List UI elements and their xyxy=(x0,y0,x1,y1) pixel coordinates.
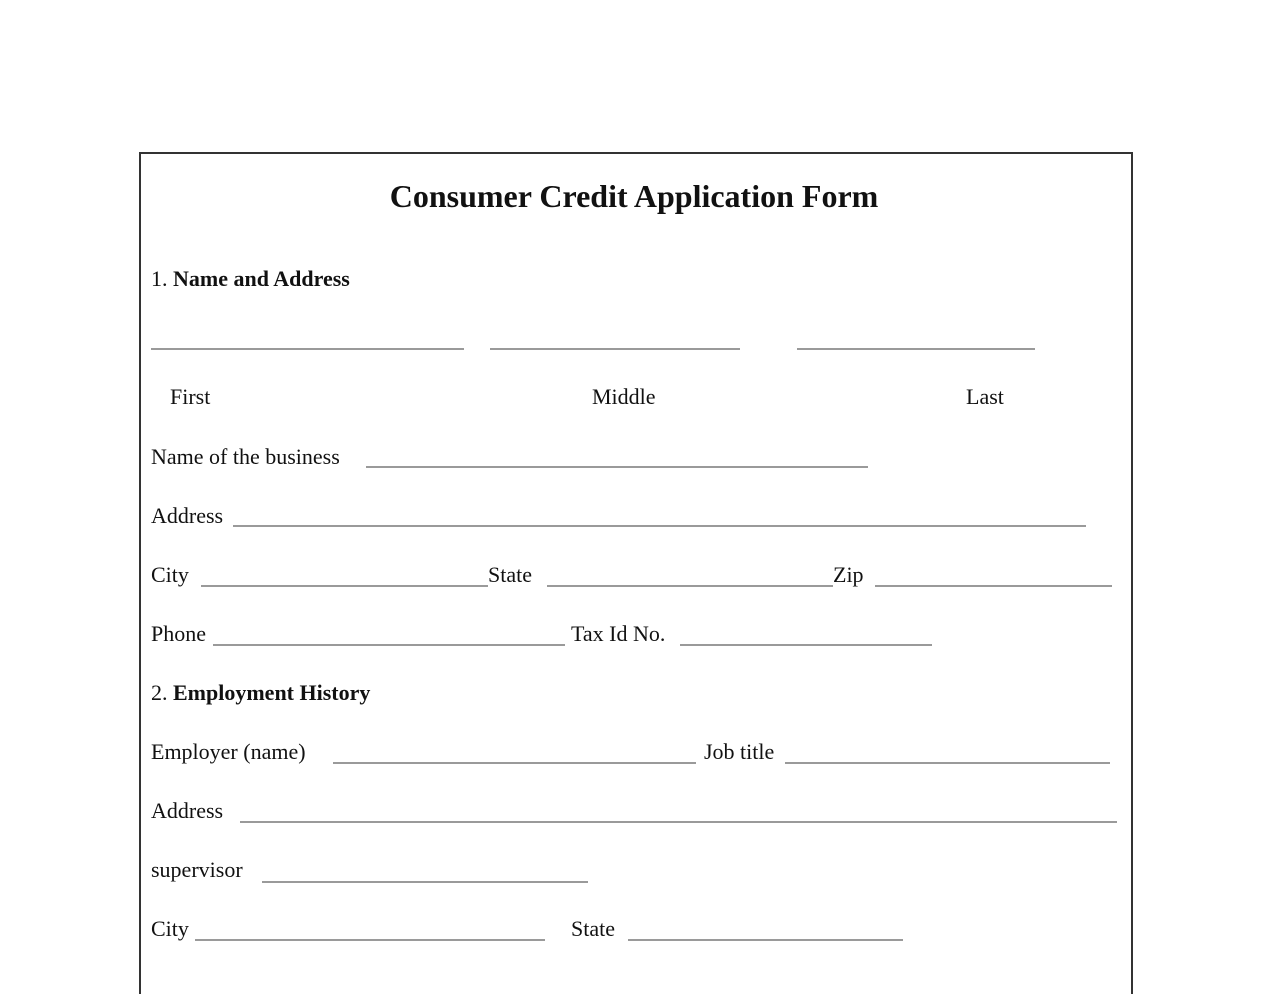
employer-field[interactable] xyxy=(333,762,696,764)
job-title-label: Job title xyxy=(704,739,775,764)
middle-label: Middle xyxy=(592,384,656,409)
section-2-number: 2. xyxy=(151,680,168,705)
tax-id-label: Tax Id No. xyxy=(571,621,666,646)
employer-state-field[interactable] xyxy=(628,939,903,941)
section-1-title: Name and Address xyxy=(173,266,350,291)
state-label: State xyxy=(488,562,532,587)
phone-field[interactable] xyxy=(213,644,565,646)
zip-field[interactable] xyxy=(875,585,1112,587)
first-name-field[interactable] xyxy=(151,348,464,350)
tax-id-field[interactable] xyxy=(680,644,932,646)
form-title: Consumer Credit Application Form xyxy=(389,178,879,214)
section-2-title: Employment History xyxy=(173,680,371,705)
employer-city-label: City xyxy=(151,916,189,941)
last-label: Last xyxy=(966,384,1004,409)
employer-city-field[interactable] xyxy=(195,939,545,941)
business-field[interactable] xyxy=(366,466,868,468)
state-field[interactable] xyxy=(547,585,833,587)
section-1-heading xyxy=(151,266,350,292)
address-field[interactable] xyxy=(233,525,1086,527)
employer-state-label: State xyxy=(571,916,615,941)
first-label: First xyxy=(170,384,211,409)
employer-address-label: Address xyxy=(151,798,224,823)
middle-name-field[interactable] xyxy=(490,348,740,350)
supervisor-label: supervisor xyxy=(151,857,243,882)
phone-label: Phone xyxy=(151,621,206,646)
job-title-field[interactable] xyxy=(785,762,1110,764)
section-2-heading xyxy=(151,680,370,706)
city-label: City xyxy=(151,562,189,587)
last-name-field[interactable] xyxy=(797,348,1035,350)
city-field[interactable] xyxy=(201,585,488,587)
address-label: Address xyxy=(151,503,224,528)
supervisor-field[interactable] xyxy=(262,881,588,883)
business-label: Name of the business xyxy=(151,444,340,469)
zip-label: Zip xyxy=(833,562,864,587)
section-1-number: 1. xyxy=(151,266,168,291)
employer-label: Employer (name) xyxy=(151,739,306,764)
employer-address-field[interactable] xyxy=(240,821,1117,823)
